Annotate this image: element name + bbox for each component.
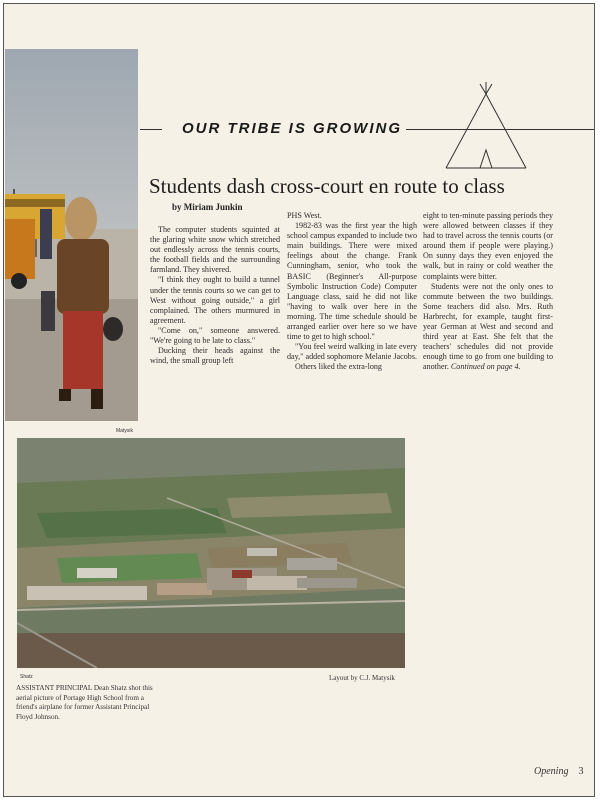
photo-credit-top: Matysik [116, 428, 133, 434]
continued-link[interactable]: Continued on page 4. [450, 362, 521, 372]
teepee-icon [440, 80, 532, 172]
article-column-2 [287, 211, 417, 373]
article-byline: by Miriam Junkin [172, 202, 243, 212]
paragraph: The computer students squinted at the glaring white snow which stretched out endlessly across the tennis courts, the football fields and the surrounding farmland. They shivered. [150, 225, 280, 275]
yearbook-page [3, 3, 595, 797]
aerial-photo-credit: Shatz [20, 674, 33, 680]
paragraph: "You feel weird walking in late every day," added sophomore Melanie Jacobs. [287, 342, 417, 362]
paragraph: 1982-83 was the first year the high school campus expanded to include two main buildings. There were mixed feelings about the change. Frank Cunningham, senior, who took the BASIC (Beginner's All-purpose Symbolic Instruction Code) Computer Language class, said he did not like "having to walk over here in the morning. The time schedule should be arranged earlier over here so we have time to get to high school." [287, 221, 417, 342]
folio-section: Opening [534, 766, 569, 777]
paragraph: "Come on," someone answered. "We're going to be late to class." [150, 325, 280, 346]
article-headline: Students dash cross-court en route to class [149, 174, 505, 198]
paragraph: eight to ten-minute passing periods they were allowed between classes if they had to travel across the tennis courts (or around them if people were playing.) On sunny days they even enjoyed the walk, but in rainy or cold weather the complaints were bitter. [423, 211, 553, 281]
paragraph-text: Students were not the only ones to commute between the two buildings. Some teachers did also. Mrs. Ruth Harbrecht, for example, taught first-year German at West and second and third year at East. She felt that the teachers' schedules did not provide enough time to go from one building to another. [423, 281, 553, 372]
page-folio [534, 766, 583, 777]
page-number: 3 [578, 766, 584, 777]
caption-body: Dean Shatz shot this aerial picture of Portage High School from a friend's airplane for former Assistant Principal Floyd Johnson. [16, 684, 153, 721]
article-column-3 [423, 211, 553, 373]
paragraph [423, 282, 553, 373]
aerial-campus-photo [17, 438, 405, 668]
paragraph: Others liked the extra-long [295, 362, 382, 372]
layout-credit: Layout by C.J. Matysik [329, 674, 395, 682]
photo-caption [16, 684, 156, 722]
paragraph: Ducking their heads against the wind, the small group left [150, 346, 280, 366]
paragraph: "I think they ought to build a tunnel under the tennis courts so we can get to West without going outside," a girl complained. The others murmured in agreement. [150, 275, 280, 325]
motto-rule-left [140, 129, 162, 130]
caption-lead: ASSISTANT PRINCIPAL [16, 684, 93, 692]
section-motto: OUR TRIBE IS GROWING [182, 120, 402, 137]
students-walking-photo [5, 49, 138, 421]
paragraph: PHS West. [287, 211, 322, 220]
article-column-1 [150, 211, 280, 366]
